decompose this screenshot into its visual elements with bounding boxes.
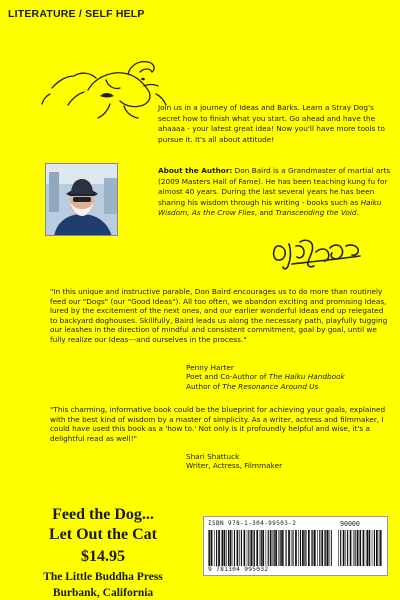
barcode-bar — [228, 530, 229, 566]
barcode-bar — [292, 530, 293, 566]
barcode-bar — [331, 530, 332, 566]
barcode-bar — [241, 530, 242, 566]
barcode-bar — [254, 530, 255, 566]
barcode-bar — [291, 530, 292, 566]
barcode-bar — [304, 530, 305, 566]
barcode-bar — [312, 530, 313, 566]
barcode-bar — [261, 530, 262, 566]
barcode-bar — [270, 530, 272, 566]
barcode-bar — [327, 530, 329, 566]
barcode-bar — [230, 530, 232, 566]
barcode-bar — [345, 530, 346, 566]
about-book-2: Transcending the Void — [275, 208, 357, 218]
isbn-extension-text: 90000 — [340, 520, 360, 528]
barcode-bar — [302, 530, 304, 566]
price: $14.95 — [81, 548, 125, 565]
dog-sketch-illustration — [40, 50, 170, 130]
barcode-bar — [330, 530, 331, 566]
barcode-bar — [280, 530, 281, 566]
barcode-bar — [244, 530, 246, 566]
barcode-bar — [234, 530, 235, 566]
barcode-bar — [319, 530, 320, 566]
barcode-bar — [288, 530, 290, 566]
attribution-role-1a: Poet and Co-Author of — [186, 372, 269, 382]
about-book-1: Haiku Wisdom, As the Crow Flies — [158, 197, 382, 218]
barcode-bar — [369, 530, 371, 566]
barcode-bar — [268, 530, 269, 566]
barcode-bar — [283, 530, 284, 566]
attribution-book-1b: The Resonance Around Us — [222, 381, 319, 391]
barcode-bars — [208, 530, 332, 566]
barcode-bar — [256, 530, 258, 566]
barcode-extension-bars — [338, 530, 382, 566]
author-signature — [270, 234, 365, 272]
barcode-bar — [253, 530, 254, 566]
barcode-bar — [379, 530, 380, 566]
barcode-digits: 9 781304 995032 — [208, 566, 269, 573]
barcode-bar — [273, 530, 274, 566]
attribution-name-1: Penny Harter — [186, 363, 234, 372]
promo-block — [28, 505, 178, 600]
attribution-book-1a: The Haiku Handbook — [268, 372, 345, 382]
barcode-bar — [321, 530, 323, 566]
testimonial-attribution-2 — [186, 452, 282, 471]
about-author — [158, 166, 394, 219]
publisher-name: The Little Buddha Press — [43, 571, 163, 583]
barcode-bar — [278, 530, 279, 566]
barcode-bar — [214, 530, 215, 566]
barcode-bar — [281, 530, 283, 566]
about-text-2: , and — [254, 208, 276, 218]
barcode-bar — [372, 530, 373, 566]
promo-title-line-2: Let Out the Cat — [49, 526, 157, 543]
barcode-bar — [374, 530, 375, 566]
barcode-bar — [266, 530, 267, 566]
barcode-bar — [218, 530, 220, 566]
attribution-role-1 — [186, 372, 345, 381]
testimonial-quote-1: "In this unique and instructive parable, Don Baird encourages us to do more than routinely feed our "Dogs" (our "Good Ideas"). All too often, we abandon exciting and promising Ideas, lured by the excitement of the next ones, and our earlier wonderful Ideas end up relegated to backyard doghouses. Skillfully, Baird leads us along the necessary path, playfully tugging our leashes in the direction of mindful and consistent commitment, goal by goal, until we fully realize our Ideas---and ourselves in the process." — [50, 287, 388, 344]
barcode-bar — [324, 530, 325, 566]
publisher-city: Burbank, California — [52, 587, 154, 599]
barcode-bar — [343, 530, 345, 566]
barcode-bar — [355, 530, 356, 566]
barcode-bar — [340, 530, 341, 566]
about-text-1: Don Baird is a Grandmaster of martial arts (2009 Masters Hall of Fame). He has been teaching kung fu for almost 40 years. During the last several years he has been sharing his wisdom through his writing - books such as — [158, 166, 391, 207]
barcode-bar — [208, 530, 209, 566]
barcode-bar — [353, 530, 354, 566]
barcode-bar — [286, 530, 287, 566]
isbn-text: ISBN 978-1-304-99503-2 — [208, 520, 297, 527]
barcode-bar — [380, 530, 381, 566]
barcode-bar — [224, 530, 226, 566]
about-text-3: . — [356, 208, 359, 218]
barcode-bar — [311, 530, 312, 566]
attribution-role-1b-text: Author of — [186, 381, 223, 391]
barcode-bar — [298, 530, 299, 566]
barcode-bar — [363, 530, 365, 566]
barcode-bar — [359, 530, 360, 566]
attribution-role-2: Writer, Actress, Filmmaker — [186, 461, 283, 471]
barcode-bar — [367, 530, 368, 566]
category-label: LITERATURE / SELF HELP — [8, 8, 145, 20]
barcode-bar — [350, 530, 352, 566]
barcode-bar — [216, 530, 217, 566]
barcode-bar — [211, 530, 213, 566]
barcode-bar — [222, 530, 223, 566]
barcode-bar — [347, 530, 348, 566]
barcode-bar — [232, 530, 233, 566]
author-photo — [45, 163, 118, 236]
barcode-bar — [308, 530, 310, 566]
barcode-bar — [314, 530, 316, 566]
barcode-bar — [295, 530, 297, 566]
barcode-bar — [325, 530, 326, 566]
barcode-bar — [250, 530, 252, 566]
barcode-bar — [317, 530, 318, 566]
intro-paragraph: Join us in a journey of Ideas and Barks. Learn a Stray Dog's secret how to finish what you start. Go ahead and have the ahaaaa - your latest great idea! Now you'll have more tools to pursue it. It's all about attitude! — [158, 103, 385, 144]
testimonial-attribution-1 — [186, 363, 345, 391]
barcode-bar — [366, 530, 367, 566]
barcode-bar — [300, 530, 301, 566]
barcode-bar — [237, 530, 239, 566]
attribution-role-1b — [186, 382, 345, 391]
about-label: About the Author: — [158, 166, 233, 175]
barcode-bar — [226, 530, 227, 566]
barcode-bar — [275, 530, 277, 566]
barcode-bar — [221, 530, 222, 566]
barcode-bar — [260, 530, 261, 566]
barcode-bar — [247, 530, 248, 566]
barcode-bar — [338, 530, 339, 566]
barcode-bar — [274, 530, 275, 566]
barcode-bar — [381, 530, 382, 566]
barcode-bar — [262, 530, 264, 566]
barcode-bar — [376, 530, 378, 566]
barcode-bar — [209, 530, 210, 566]
barcode-bar — [305, 530, 306, 566]
testimonial-quote-2: "This charming, informative book could be the blueprint for achieving your goals, explained with the best kind of wisdom by a master of simplicity. As a writer, actress and filmmaker, I could have used this book as a 'how to.' Not only is it profoundly helpful and wise, it's a delightful read as well!" — [50, 405, 386, 443]
promo-title-line-1: Feed the Dog... — [52, 506, 154, 523]
barcode-bar — [239, 530, 240, 566]
barcode-bar — [360, 530, 361, 566]
attribution-name-2: Shari Shattuck — [186, 452, 240, 461]
barcode-bar — [357, 530, 359, 566]
barcode-bar — [248, 530, 249, 566]
